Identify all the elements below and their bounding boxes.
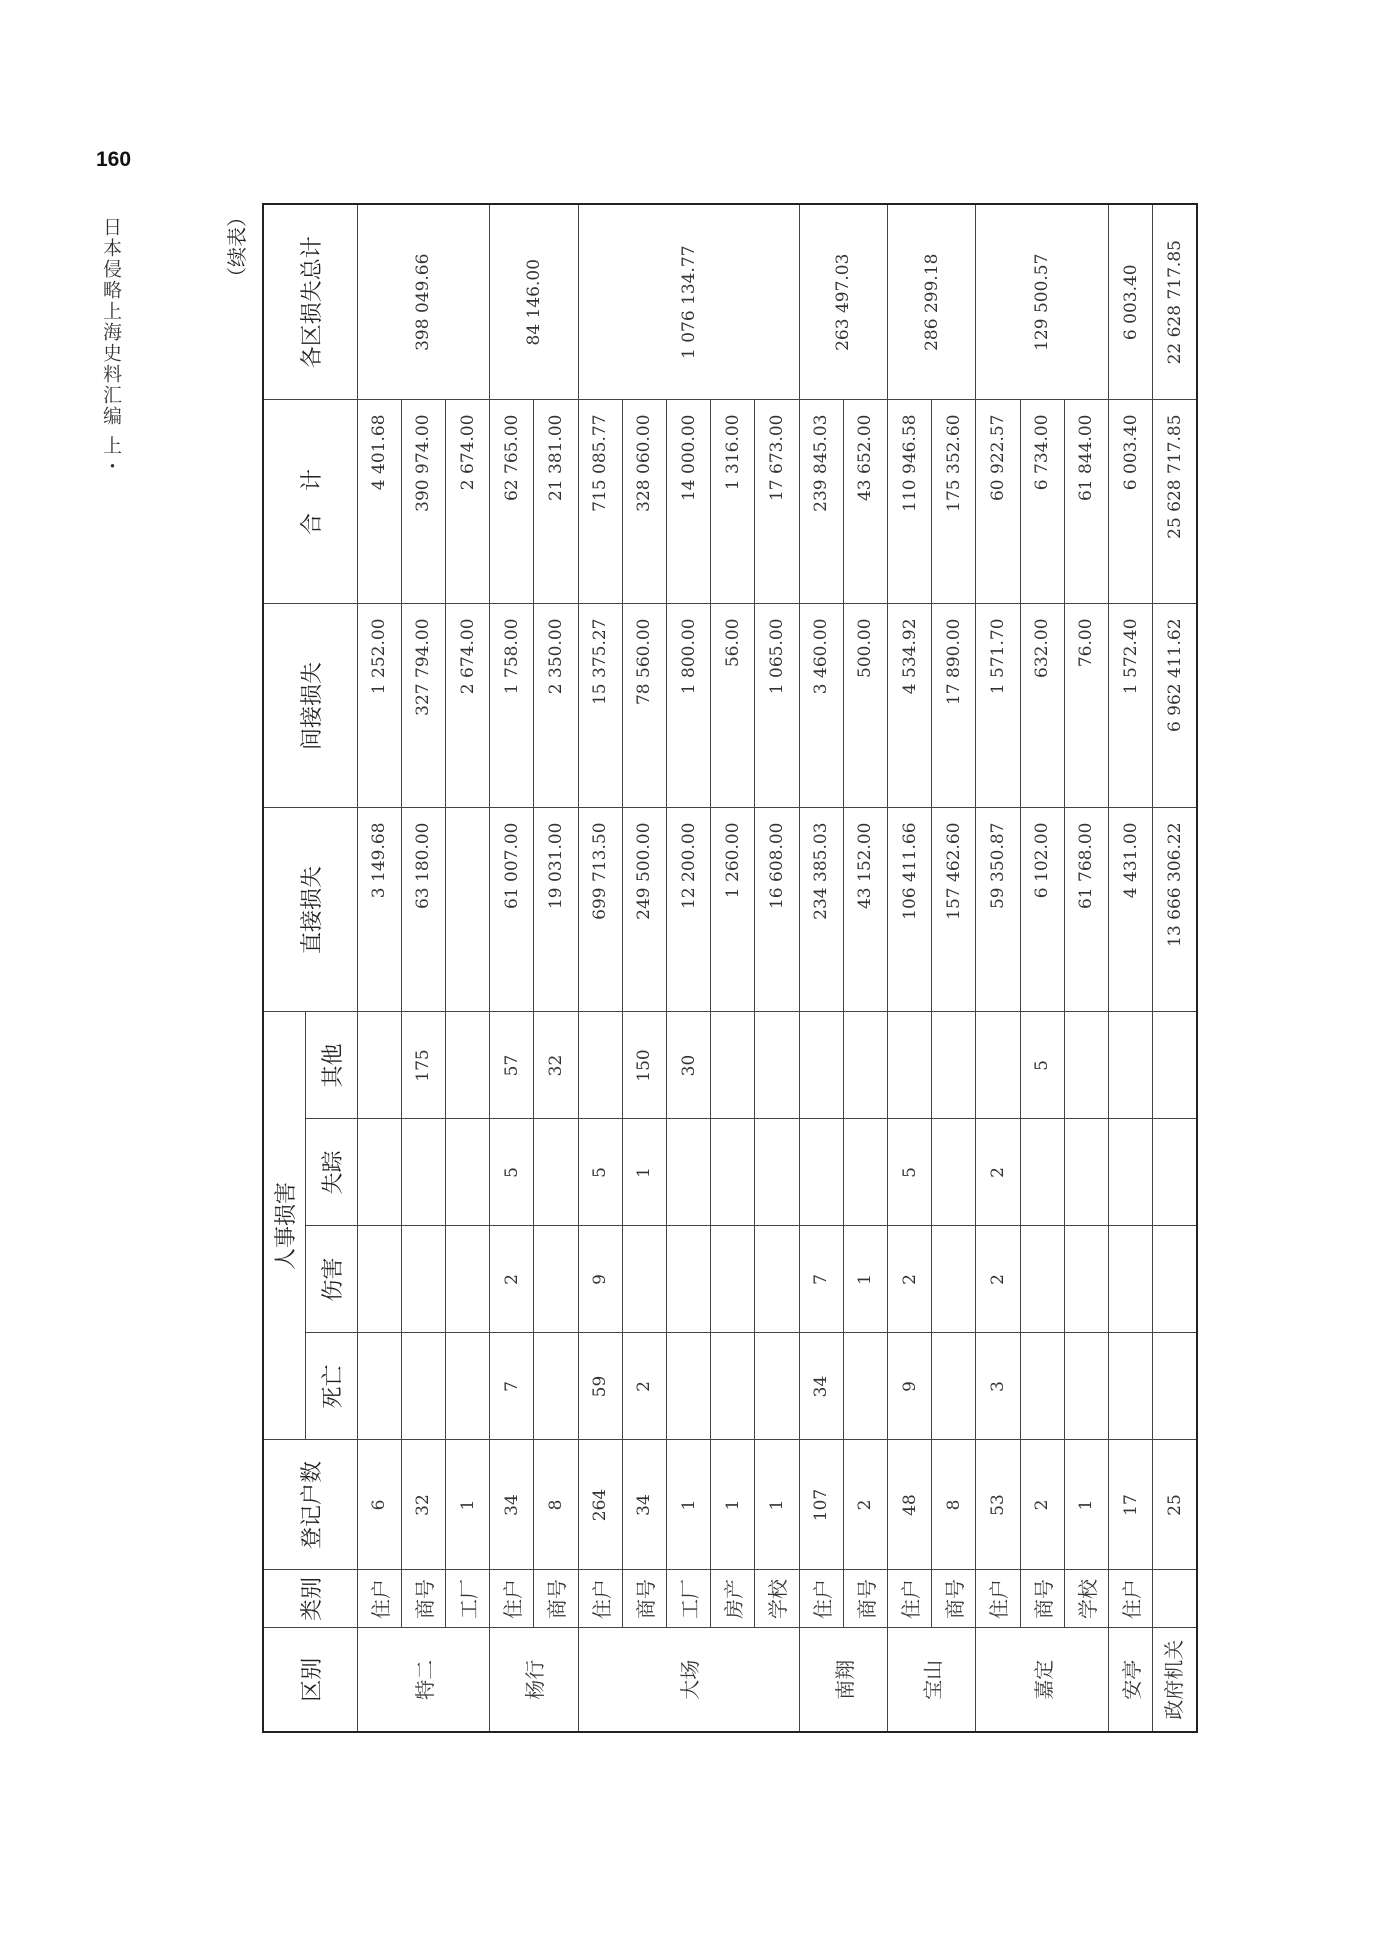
direct-loss-cell: 6 102.00 (1020, 808, 1064, 1012)
direct-loss-cell: 157 462.60 (932, 808, 976, 1012)
other-cell (887, 1012, 931, 1119)
dead-cell (1064, 1333, 1108, 1440)
sum-cell: 61 844.00 (1064, 400, 1108, 604)
direct-loss-cell: 19 031.00 (534, 808, 578, 1012)
district-cell: 安亭 (1108, 1628, 1152, 1732)
category-cell: 房产 (711, 1570, 755, 1628)
category-cell: 商号 (932, 1570, 976, 1628)
district-total-cell: 6 003.40 (1108, 204, 1152, 400)
district-cell: 嘉定 (976, 1628, 1109, 1732)
indirect-loss-cell: 632.00 (1020, 604, 1064, 808)
dead-cell: 7 (490, 1333, 534, 1440)
category-cell: 学校 (1064, 1570, 1108, 1628)
direct-loss-cell: 1 260.00 (711, 808, 755, 1012)
indirect-loss-cell: 1 758.00 (490, 604, 534, 808)
header-dead: 死亡 (305, 1333, 357, 1440)
direct-loss-cell: 4 431.00 (1108, 808, 1152, 1012)
registered-cell: 8 (534, 1440, 578, 1570)
sum-cell: 25 628 717.85 (1153, 400, 1197, 604)
sum-cell: 328 060.00 (622, 400, 666, 604)
header-other: 其他 (305, 1012, 357, 1119)
dead-cell (666, 1333, 710, 1440)
category-cell: 住户 (578, 1570, 622, 1628)
table-row (578, 204, 622, 1732)
missing-cell (1064, 1119, 1108, 1226)
header-indirect-loss: 间接损失 (263, 604, 357, 808)
registered-cell: 48 (887, 1440, 931, 1570)
table-container (218, 205, 1198, 1733)
indirect-loss-cell: 500.00 (843, 604, 887, 808)
indirect-loss-cell: 76.00 (1064, 604, 1108, 808)
missing-cell: 5 (578, 1119, 622, 1226)
registered-cell: 1 (755, 1440, 799, 1570)
direct-loss-cell: 61 768.00 (1064, 808, 1108, 1012)
indirect-loss-cell: 327 794.00 (401, 604, 445, 808)
loss-table (262, 203, 1198, 1733)
sum-cell: 62 765.00 (490, 400, 534, 604)
header-missing: 失踪 (305, 1119, 357, 1226)
dead-cell: 34 (799, 1333, 843, 1440)
category-cell (1153, 1570, 1197, 1628)
sum-cell: 390 974.00 (401, 400, 445, 604)
missing-cell (799, 1119, 843, 1226)
other-cell (932, 1012, 976, 1119)
header-direct-loss: 直接损失 (263, 808, 357, 1012)
sum-cell: 6 003.40 (1108, 400, 1152, 604)
header-category: 类别 (263, 1570, 357, 1628)
indirect-loss-cell: 1 800.00 (666, 604, 710, 808)
sum-cell: 239 845.03 (799, 400, 843, 604)
direct-loss-cell: 3 149.68 (357, 808, 401, 1012)
other-cell (711, 1012, 755, 1119)
injured-cell: 9 (578, 1226, 622, 1333)
missing-cell (843, 1119, 887, 1226)
other-cell: 175 (401, 1012, 445, 1119)
indirect-loss-cell: 3 460.00 (799, 604, 843, 808)
injured-cell (1153, 1226, 1197, 1333)
injured-cell (622, 1226, 666, 1333)
district-cell: 杨行 (490, 1628, 578, 1732)
missing-cell: 2 (976, 1119, 1020, 1226)
indirect-loss-cell: 15 375.27 (578, 604, 622, 808)
registered-cell: 32 (401, 1440, 445, 1570)
indirect-loss-cell: 4 534.92 (887, 604, 931, 808)
table-row (976, 204, 1020, 1732)
injured-cell: 2 (490, 1226, 534, 1333)
direct-loss-cell: 234 385.03 (799, 808, 843, 1012)
indirect-loss-cell: 1 065.00 (755, 604, 799, 808)
registered-cell: 2 (843, 1440, 887, 1570)
dead-cell (1020, 1333, 1064, 1440)
sum-cell: 715 085.77 (578, 400, 622, 604)
header-district: 区别 (263, 1628, 357, 1732)
indirect-loss-cell: 56.00 (711, 604, 755, 808)
other-cell (799, 1012, 843, 1119)
indirect-loss-cell: 6 962 411.62 (1153, 604, 1197, 808)
dead-cell: 3 (976, 1333, 1020, 1440)
registered-cell: 2 (1020, 1440, 1064, 1570)
continued-label: （续表） (225, 207, 249, 287)
category-cell: 商号 (534, 1570, 578, 1628)
sum-cell: 21 381.00 (534, 400, 578, 604)
sum-cell: 17 673.00 (755, 400, 799, 604)
district-cell: 宝山 (887, 1628, 975, 1732)
indirect-loss-cell: 1 571.70 (976, 604, 1020, 808)
district-total-cell: 286 299.18 (887, 204, 975, 400)
other-cell (445, 1012, 489, 1119)
injured-cell (932, 1226, 976, 1333)
table-row (1153, 204, 1197, 1732)
missing-cell (755, 1119, 799, 1226)
category-cell: 住户 (799, 1570, 843, 1628)
dead-cell: 9 (887, 1333, 931, 1440)
registered-cell: 34 (622, 1440, 666, 1570)
district-cell: 特二 (357, 1628, 490, 1732)
category-cell: 工厂 (666, 1570, 710, 1628)
table-row (490, 204, 534, 1732)
rotated-table-frame (218, 205, 1198, 1733)
indirect-loss-cell: 1 252.00 (357, 604, 401, 808)
sum-cell: 14 000.00 (666, 400, 710, 604)
table-row (1108, 204, 1152, 1732)
table-row (755, 204, 799, 1732)
other-cell (843, 1012, 887, 1119)
dead-cell: 2 (622, 1333, 666, 1440)
registered-cell: 264 (578, 1440, 622, 1570)
district-total-cell: 1 076 134.77 (578, 204, 799, 400)
direct-loss-cell: 699 713.50 (578, 808, 622, 1012)
dead-cell (401, 1333, 445, 1440)
sum-cell: 4 401.68 (357, 400, 401, 604)
table-row (1064, 204, 1108, 1732)
header-registered: 登记户数 (263, 1440, 357, 1570)
other-cell (357, 1012, 401, 1119)
sum-cell: 1 316.00 (711, 400, 755, 604)
direct-loss-cell: 12 200.00 (666, 808, 710, 1012)
category-cell: 商号 (843, 1570, 887, 1628)
category-cell: 住户 (490, 1570, 534, 1628)
category-cell: 学校 (755, 1570, 799, 1628)
missing-cell (357, 1119, 401, 1226)
dead-cell (711, 1333, 755, 1440)
table-row (843, 204, 887, 1732)
registered-cell: 17 (1108, 1440, 1152, 1570)
injured-cell (401, 1226, 445, 1333)
missing-cell (534, 1119, 578, 1226)
injured-cell (1064, 1226, 1108, 1333)
injured-cell (357, 1226, 401, 1333)
table-row (932, 204, 976, 1732)
table-row (666, 204, 710, 1732)
missing-cell (445, 1119, 489, 1226)
injured-cell (711, 1226, 755, 1333)
registered-cell: 8 (932, 1440, 976, 1570)
injured-cell: 7 (799, 1226, 843, 1333)
other-cell (1064, 1012, 1108, 1119)
district-total-cell: 263 497.03 (799, 204, 887, 400)
direct-loss-cell: 59 350.87 (976, 808, 1020, 1012)
dead-cell (534, 1333, 578, 1440)
dead-cell (932, 1333, 976, 1440)
sum-cell: 2 674.00 (445, 400, 489, 604)
category-cell: 商号 (622, 1570, 666, 1628)
other-cell (976, 1012, 1020, 1119)
injured-cell (445, 1226, 489, 1333)
district-cell: 南翔 (799, 1628, 887, 1732)
registered-cell: 1 (1064, 1440, 1108, 1570)
other-cell (1153, 1012, 1197, 1119)
header-sum: 合 计 (263, 400, 357, 604)
direct-loss-cell: 43 152.00 (843, 808, 887, 1012)
direct-loss-cell: 61 007.00 (490, 808, 534, 1012)
table-row (357, 204, 401, 1732)
category-cell: 商号 (401, 1570, 445, 1628)
category-cell: 住户 (357, 1570, 401, 1628)
page-number: 160 (96, 148, 132, 171)
sum-cell: 110 946.58 (887, 400, 931, 604)
missing-cell (401, 1119, 445, 1226)
sum-cell: 60 922.57 (976, 400, 1020, 604)
indirect-loss-cell: 78 560.00 (622, 604, 666, 808)
district-total-cell: 129 500.57 (976, 204, 1109, 400)
district-cell: 政府机关 (1153, 1628, 1197, 1732)
dead-cell (1153, 1333, 1197, 1440)
sum-cell: 175 352.60 (932, 400, 976, 604)
district-total-cell: 398 049.66 (357, 204, 490, 400)
missing-cell: 5 (490, 1119, 534, 1226)
other-cell (578, 1012, 622, 1119)
registered-cell: 25 (1153, 1440, 1197, 1570)
injured-cell (755, 1226, 799, 1333)
district-total-cell: 84 146.00 (490, 204, 578, 400)
other-cell (755, 1012, 799, 1119)
injured-cell (666, 1226, 710, 1333)
header-district-total: 各区损失总计 (263, 204, 357, 400)
district-cell: 大场 (578, 1628, 799, 1732)
loss-table-body (357, 204, 1197, 1732)
table-row (1020, 204, 1064, 1732)
header-casualties: 人事损害 (263, 1012, 305, 1440)
indirect-loss-cell: 2 350.00 (534, 604, 578, 808)
indirect-loss-cell: 2 674.00 (445, 604, 489, 808)
missing-cell (1108, 1119, 1152, 1226)
injured-cell (1020, 1226, 1064, 1333)
registered-cell: 34 (490, 1440, 534, 1570)
header-injured: 伤害 (305, 1226, 357, 1333)
table-row (887, 204, 931, 1732)
other-cell: 32 (534, 1012, 578, 1119)
indirect-loss-cell: 1 572.40 (1108, 604, 1152, 808)
table-row (534, 204, 578, 1732)
category-cell: 住户 (976, 1570, 1020, 1628)
dead-cell (357, 1333, 401, 1440)
other-cell: 5 (1020, 1012, 1064, 1119)
missing-cell (932, 1119, 976, 1226)
header-row-top (263, 204, 305, 1732)
dead-cell (1108, 1333, 1152, 1440)
sum-cell: 6 734.00 (1020, 400, 1064, 604)
missing-cell (711, 1119, 755, 1226)
registered-cell: 1 (711, 1440, 755, 1570)
table-row (401, 204, 445, 1732)
running-title: 日本侵略上海史料汇编 上・ (100, 217, 122, 478)
dead-cell (445, 1333, 489, 1440)
injured-cell: 1 (843, 1226, 887, 1333)
direct-loss-cell: 249 500.00 (622, 808, 666, 1012)
registered-cell: 107 (799, 1440, 843, 1570)
table-row (799, 204, 843, 1732)
registered-cell: 53 (976, 1440, 1020, 1570)
dead-cell: 59 (578, 1333, 622, 1440)
table-row (622, 204, 666, 1732)
direct-loss-cell: 16 608.00 (755, 808, 799, 1012)
missing-cell (666, 1119, 710, 1226)
category-cell: 工厂 (445, 1570, 489, 1628)
missing-cell (1153, 1119, 1197, 1226)
other-cell: 30 (666, 1012, 710, 1119)
direct-loss-cell: 106 411.66 (887, 808, 931, 1012)
dead-cell (843, 1333, 887, 1440)
registered-cell: 1 (666, 1440, 710, 1570)
registered-cell: 6 (357, 1440, 401, 1570)
category-cell: 住户 (1108, 1570, 1152, 1628)
other-cell (1108, 1012, 1152, 1119)
other-cell: 57 (490, 1012, 534, 1119)
direct-loss-cell: 63 180.00 (401, 808, 445, 1012)
injured-cell: 2 (976, 1226, 1020, 1333)
missing-cell (1020, 1119, 1064, 1226)
table-row (711, 204, 755, 1732)
injured-cell: 2 (887, 1226, 931, 1333)
missing-cell: 1 (622, 1119, 666, 1226)
district-total-cell: 22 628 717.85 (1153, 204, 1197, 400)
other-cell: 150 (622, 1012, 666, 1119)
sum-cell: 43 652.00 (843, 400, 887, 604)
missing-cell: 5 (887, 1119, 931, 1226)
indirect-loss-cell: 17 890.00 (932, 604, 976, 808)
category-cell: 商号 (1020, 1570, 1064, 1628)
dead-cell (755, 1333, 799, 1440)
direct-loss-cell (445, 808, 489, 1012)
registered-cell: 1 (445, 1440, 489, 1570)
table-row (445, 204, 489, 1732)
direct-loss-cell: 13 666 306.22 (1153, 808, 1197, 1012)
injured-cell (534, 1226, 578, 1333)
injured-cell (1108, 1226, 1152, 1333)
category-cell: 住户 (887, 1570, 931, 1628)
